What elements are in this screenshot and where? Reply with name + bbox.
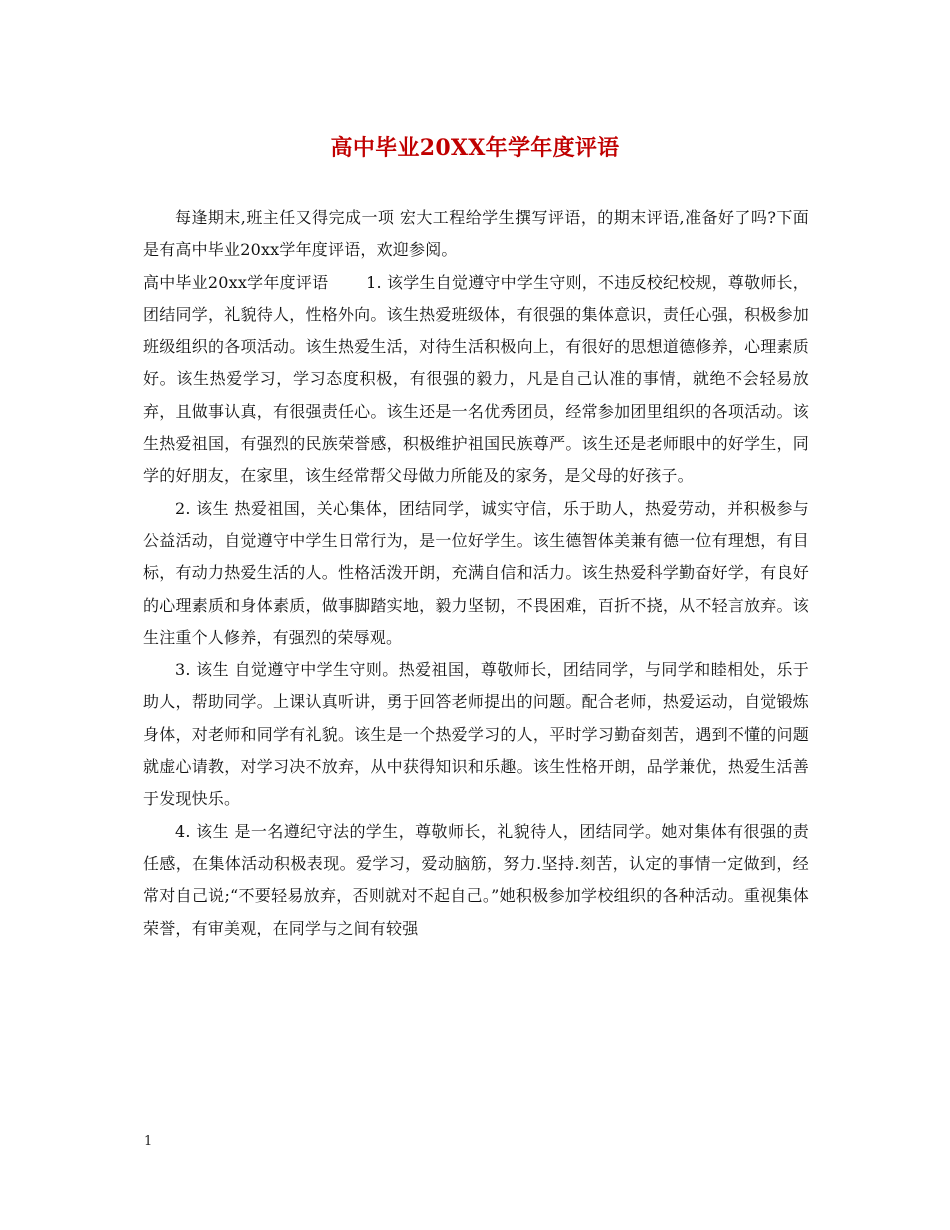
comment-paragraph-1: 高中毕业20xx学年度评语 1. 该学生自觉遵守中学生守则，不违反校纪校规，尊敬师长，团结同学，礼貌待人，性格外向。该生热爱班级体，有很强的集体意识，责任心强，积极参加班级组织的各项活动。该生热爱生活，对待生活积极向上，有很好的思想道德修养，心理素质好。该生热爱学习，学习态度积极，有很强的毅力，凡是自己认准的事情，就绝不会轻易放弃，且做事认真，有很强责任心。该生还是一名优秀团员，经常参加团里组织的各项活动。该生热爱祖国，有强烈的民族荣誉感，积极维护祖国民族尊严。该生还是老师眼中的好学生，同学的好朋友，在家里，该生经常帮父母做力所能及的家务，是父母的好孩子。: [143, 272, 809, 486]
document-title: 高中毕业20XX年学年度评语: [330, 135, 620, 161]
comment-paragraph-4: 4. 该生 是一名遵纪守法的学生，尊敬师长，礼貌待人，团结同学。她对集体有很强的责任感，在集体活动积极表现。爱学习，爱动脑筋，努力.坚持.刻苦，认定的事情一定做到，经常对自己说;“不要轻易放弃，否则就对不起自己。”她积极参加学校组织的各种活动。重视集体荣誉，有审美观，在同学与之间有较强: [143, 821, 809, 938]
comment-paragraph-2: 2. 该生 热爱祖国，关心集体，团结同学，诚实守信，乐于助人，热爱劳动，并积极参与公益活动，自觉遵守中学生日常行为，是一位好学生。该生德智体美兼有德一位有理想，有目标，有动力热爱生活的人。性格活泼开朗，充满自信和活力。该生热爱科学勤奋好学，有良好的心理素质和身体素质，做事脚踏实地，毅力坚韧，不畏困难，百折不挠，从不轻言放弃。该生注重个人修养，有强烈的荣辱观。: [143, 498, 809, 647]
page-number: 1: [144, 1134, 153, 1149]
document-body: [143, 202, 809, 945]
comment-paragraph-3: 3. 该生 自觉遵守中学生守则。热爱祖国，尊敬师长，团结同学，与同学和睦相处，乐于助人，帮助同学。上课认真听讲，勇于回答老师提出的问题。配合老师，热爱运动，自觉锻炼身体，对老师和同学有礼貌。该生是一个热爱学习的人，平时学习勤奋刻苦，遇到不懂的问题就虚心请教，对学习决不放弃，从中获得知识和乐趣。该生性格开朗，品学兼优，热爱生活善于发现快乐。: [143, 660, 809, 809]
intro-paragraph: 每逢期末,班主任又得完成一项 宏大工程给学生撰写评语，的期末评语,准备好了吗?下面是有高中毕业20xx学年度评语，欢迎参阅。: [143, 208, 809, 260]
